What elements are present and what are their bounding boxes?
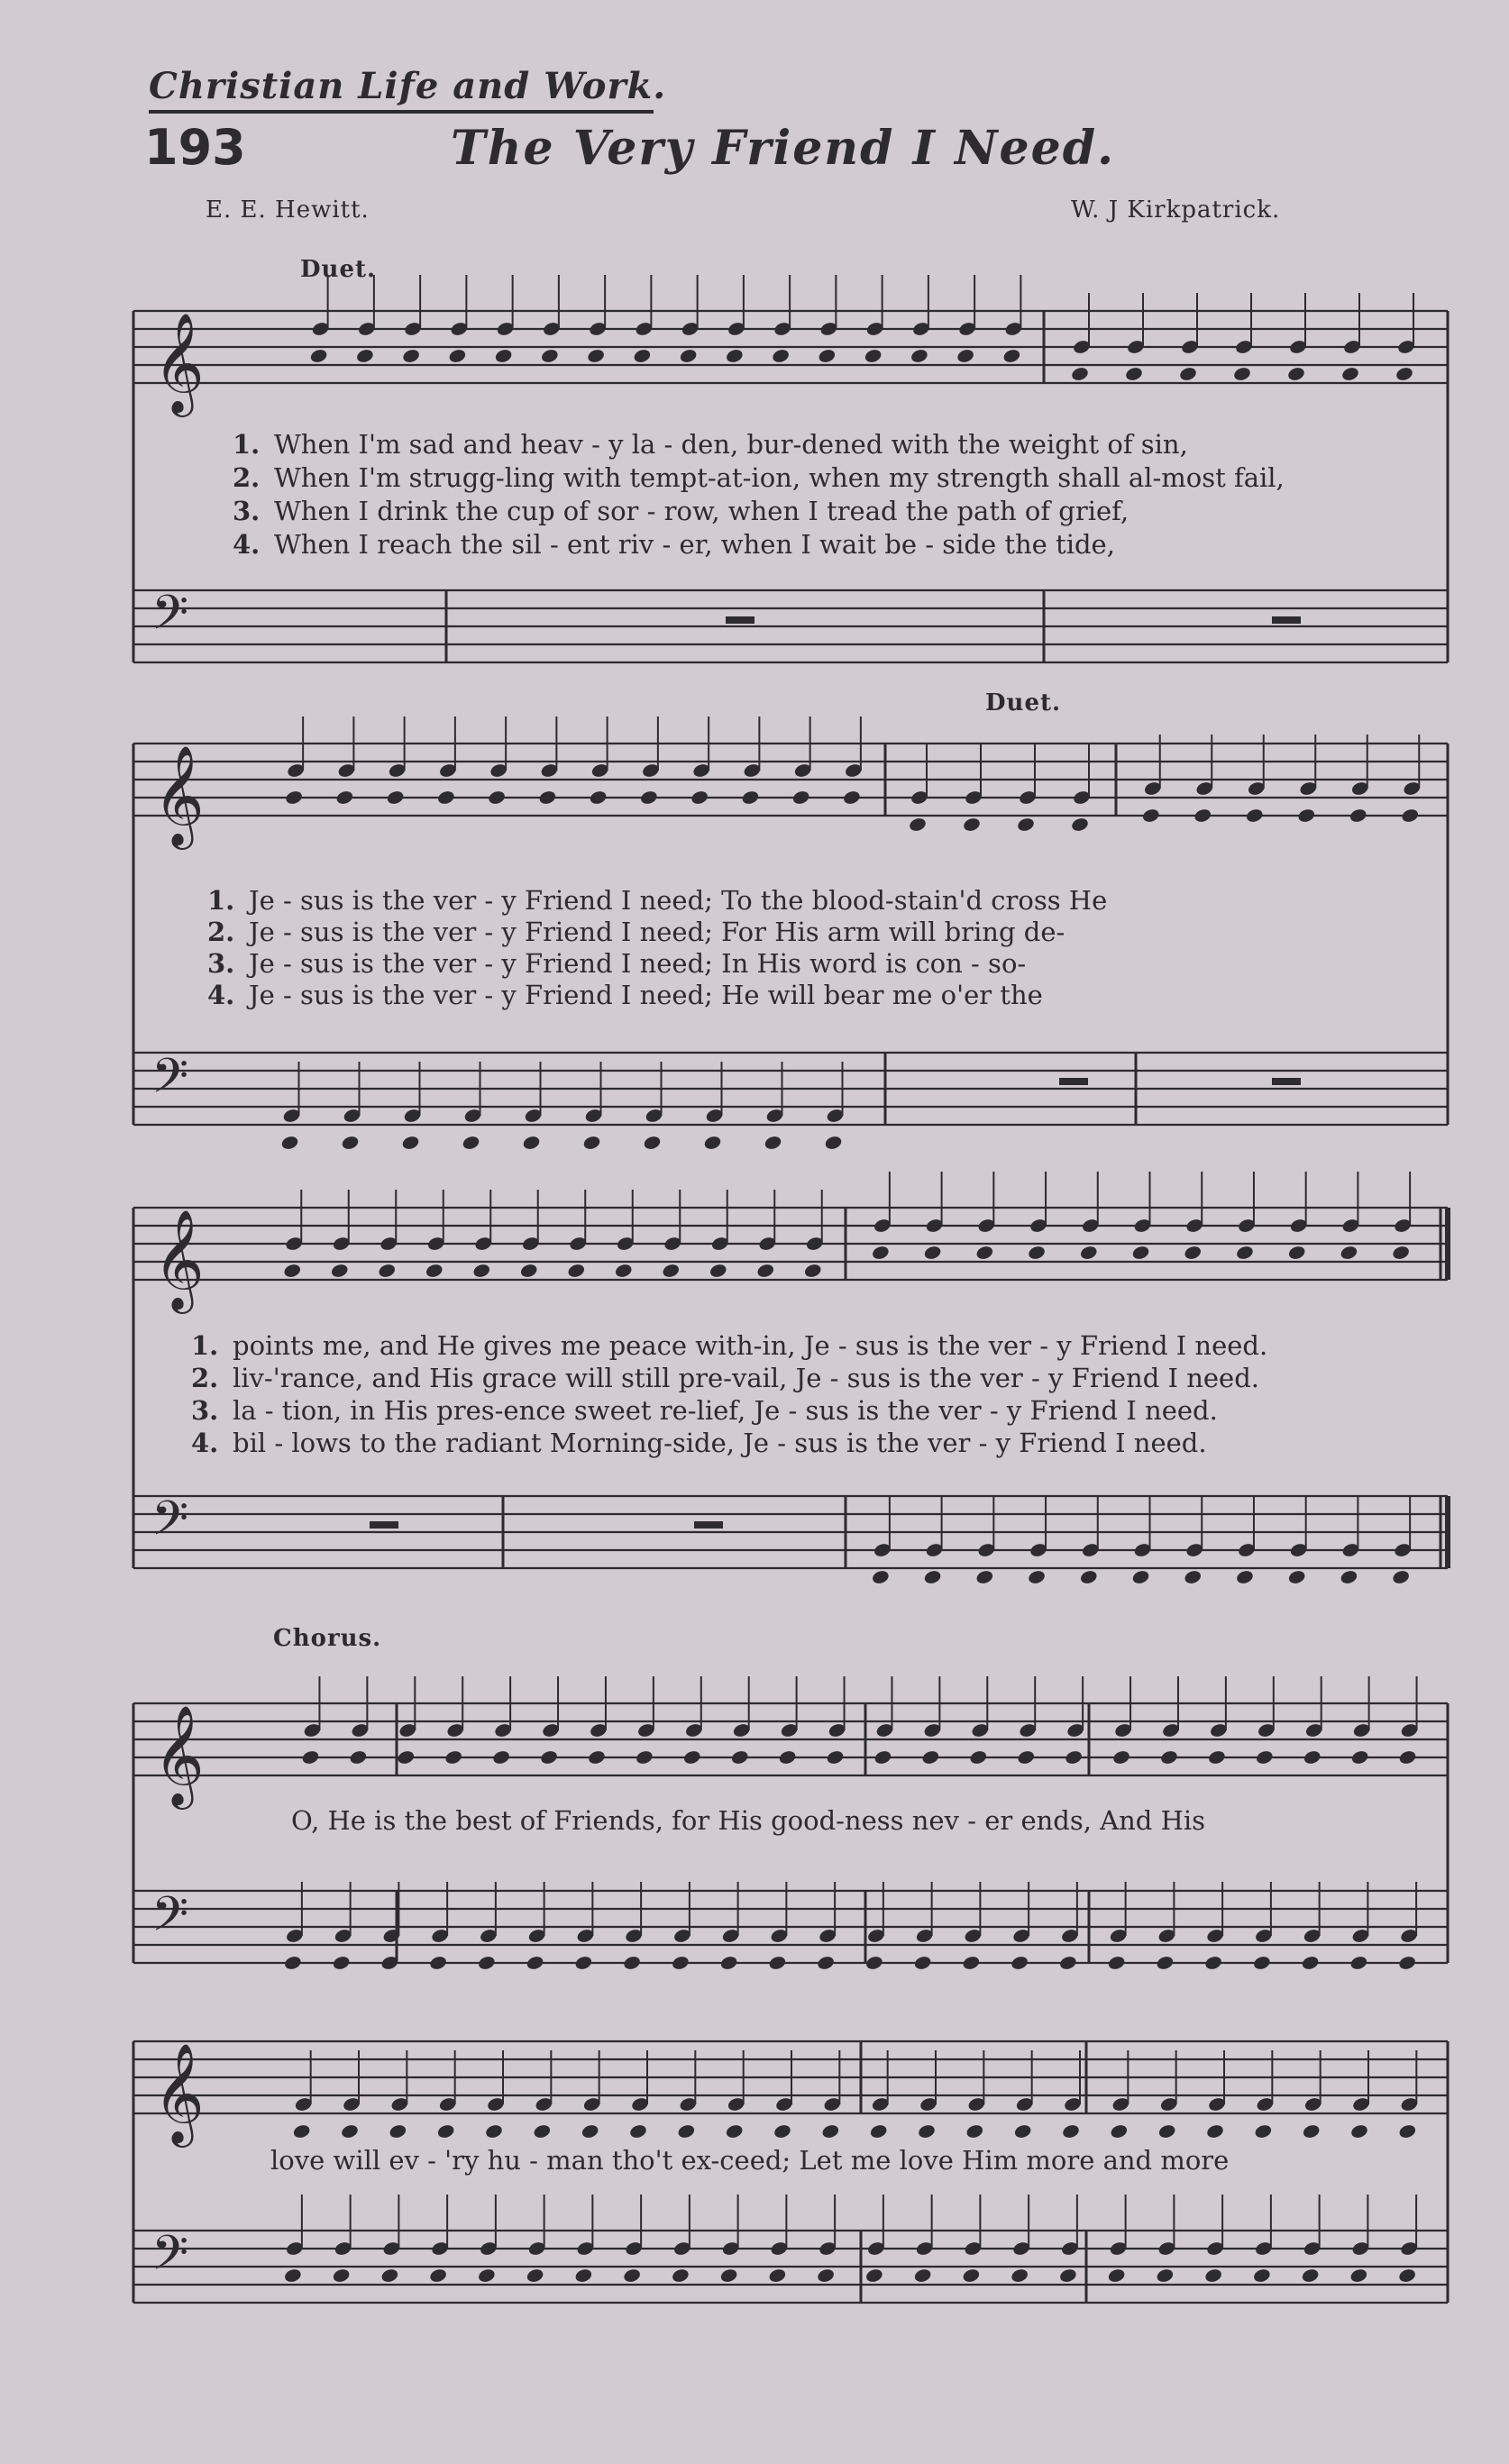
- note-head: [1193, 808, 1212, 824]
- note-head: [962, 2268, 981, 2284]
- verse-line: [233, 429, 1188, 460]
- note-head: [975, 1245, 994, 1261]
- note-head: [538, 789, 557, 806]
- note-head: [1397, 2268, 1416, 2284]
- note-head: [1232, 366, 1251, 382]
- verse-line: [207, 980, 1043, 1010]
- whole-rest: [370, 1521, 398, 1529]
- note-head: [436, 2123, 455, 2140]
- verse-line: [207, 917, 1065, 947]
- note-head: [484, 2123, 503, 2140]
- note-head: [582, 1135, 601, 1151]
- note-head: [1245, 808, 1264, 824]
- note-head: [908, 817, 927, 833]
- note-head: [378, 1263, 397, 1279]
- verse-line: [191, 1395, 1218, 1426]
- verse-number: 2.: [191, 1363, 219, 1393]
- note-head: [1349, 2268, 1368, 2284]
- note-head: [1159, 1749, 1178, 1766]
- note-head: [386, 789, 405, 806]
- note-head: [826, 1749, 845, 1766]
- note-head: [1178, 366, 1197, 382]
- note-head: [690, 789, 709, 806]
- note-head: [428, 1955, 447, 1971]
- verse-number: 2.: [207, 917, 235, 947]
- note-head: [1252, 2268, 1271, 2284]
- lyric-text: Je - sus is the ver - y Friend I need; In His word is con - so-: [249, 948, 1027, 979]
- note-head: [816, 2268, 835, 2284]
- whole-rest: [1272, 1078, 1301, 1085]
- lyric-text: Je - sus is the ver - y Friend I need; To the blood-stain'd cross He: [249, 885, 1108, 916]
- note-head: [741, 789, 760, 806]
- note-head: [1203, 1955, 1222, 1971]
- note-head: [1340, 366, 1359, 382]
- whole-rest: [726, 616, 754, 624]
- note-head: [1205, 2123, 1224, 2140]
- lyric-text: When I drink the cup of sor - row, when I tread the path of grief,: [274, 496, 1129, 526]
- note-head: [1302, 2123, 1321, 2140]
- note-head: [280, 1135, 299, 1151]
- verse-line: [191, 1363, 1259, 1393]
- note-head: [332, 1955, 351, 1971]
- note-head: [1235, 1569, 1254, 1585]
- note-head: [1255, 1749, 1274, 1766]
- note-head: [662, 1263, 681, 1279]
- note-head: [522, 1135, 541, 1151]
- note-head: [462, 1135, 480, 1151]
- note-head: [910, 348, 928, 364]
- hymn-title: The Very Friend I Need.: [451, 121, 1116, 176]
- verse-line: [233, 462, 1285, 493]
- verse-line: [191, 1428, 1207, 1458]
- note-head: [923, 1569, 942, 1585]
- note-head: [643, 1135, 662, 1151]
- note-head: [301, 1749, 320, 1766]
- note-head: [519, 1263, 538, 1279]
- verse-number: 1.: [233, 429, 261, 460]
- note-head: [821, 2123, 840, 2140]
- note-head: [444, 1749, 463, 1766]
- note-head: [1058, 2268, 1077, 2284]
- note-head: [1287, 1245, 1306, 1261]
- section-heading: Christian Life and Work.: [149, 65, 667, 107]
- note-head: [1070, 817, 1089, 833]
- note-head: [1013, 2123, 1032, 2140]
- note-head: [671, 1955, 690, 1971]
- note-head: [975, 1569, 994, 1585]
- note-head: [1156, 1955, 1175, 1971]
- note-head: [1401, 808, 1420, 824]
- note-head: [679, 348, 698, 364]
- note-head: [816, 1955, 835, 1971]
- note-head: [962, 817, 981, 833]
- note-head: [1349, 1955, 1368, 1971]
- note-head: [1157, 2123, 1176, 2140]
- treble-clef: 𝄞: [153, 312, 205, 413]
- note-head: [1010, 2268, 1029, 2284]
- chorus-marking: Chorus.: [273, 1625, 382, 1652]
- note-head: [1141, 808, 1160, 824]
- verse-number: 1.: [207, 885, 235, 916]
- note-head: [526, 2268, 544, 2284]
- verse-number: 1.: [191, 1330, 219, 1361]
- verse-number: 3.: [233, 496, 261, 526]
- note-head: [756, 1263, 775, 1279]
- whole-rest: [1272, 616, 1301, 624]
- note-head: [1061, 2123, 1080, 2140]
- note-head: [1027, 1569, 1046, 1585]
- note-head: [818, 348, 837, 364]
- note-head: [428, 2268, 447, 2284]
- note-head: [1349, 2123, 1368, 2140]
- note-head: [1395, 366, 1413, 382]
- note-head: [586, 348, 605, 364]
- note-head: [355, 348, 374, 364]
- note-head: [1017, 1749, 1036, 1766]
- note-head: [1058, 1955, 1077, 1971]
- note-head: [533, 2123, 552, 2140]
- note-head: [574, 2268, 593, 2284]
- lyricist-credit: E. E. Hewitt.: [206, 196, 370, 224]
- note-head: [397, 1749, 416, 1766]
- note-head: [389, 2123, 407, 2140]
- bass-clef: 𝄢: [151, 1492, 189, 1558]
- note-head: [1340, 1569, 1358, 1585]
- lyric-text: bil - lows to the radiant Morning-side, Je - sus is the ver - y Friend I need.: [233, 1428, 1207, 1458]
- note-head: [1131, 1569, 1150, 1585]
- note-head: [871, 1245, 890, 1261]
- note-head: [283, 1263, 302, 1279]
- note-head: [284, 789, 303, 806]
- note-head: [719, 1955, 738, 1971]
- note-head: [1107, 2268, 1126, 2284]
- verse-number: 3.: [191, 1395, 219, 1426]
- note-head: [956, 348, 974, 364]
- note-head: [768, 2268, 787, 2284]
- note-head: [1397, 1955, 1416, 1971]
- note-head: [487, 789, 506, 806]
- verse-line: [233, 496, 1129, 526]
- treble-clef: 𝄞: [153, 1209, 205, 1310]
- treble-clef: 𝄞: [153, 2042, 205, 2143]
- note-head: [1070, 366, 1089, 382]
- note-head: [494, 348, 513, 364]
- note-head: [1340, 1245, 1358, 1261]
- bass-clef: 𝄢: [151, 586, 189, 653]
- composer-credit: W. J Kirkpatrick.: [1071, 196, 1281, 224]
- lyric-text: When I'm sad and heav - y la - den, bur-dened with the weight of sin,: [274, 429, 1188, 460]
- note-head: [873, 1749, 892, 1766]
- note-head: [1203, 2268, 1222, 2284]
- note-head: [589, 789, 608, 806]
- note-head: [1286, 366, 1305, 382]
- section-rule: [149, 110, 654, 114]
- note-head: [436, 789, 455, 806]
- note-head: [1156, 2268, 1175, 2284]
- treble-clef: 𝄞: [153, 1704, 205, 1805]
- note-head: [401, 1135, 420, 1151]
- note-head: [448, 348, 467, 364]
- note-head: [1391, 1569, 1410, 1585]
- note-head: [771, 348, 790, 364]
- note-head: [1107, 1955, 1126, 1971]
- note-head: [677, 2123, 696, 2140]
- bass-clef: 𝄢: [151, 1887, 189, 1954]
- note-head: [581, 2123, 599, 2140]
- note-head: [913, 1955, 932, 1971]
- note-head: [539, 1749, 558, 1766]
- lyric-text: O, He is the best of Friends, for His good-ness nev - er ends, And His: [291, 1805, 1206, 1836]
- note-head: [587, 1749, 606, 1766]
- note-head: [921, 1749, 940, 1766]
- note-head: [491, 1749, 510, 1766]
- note-head: [340, 2123, 359, 2140]
- note-head: [1287, 1569, 1306, 1585]
- note-head: [540, 348, 559, 364]
- note-head: [1124, 366, 1143, 382]
- note-head: [725, 2123, 744, 2140]
- note-head: [283, 2268, 302, 2284]
- note-head: [477, 2268, 496, 2284]
- note-head: [1079, 1569, 1098, 1585]
- note-head: [633, 348, 652, 364]
- note-head: [719, 2268, 738, 2284]
- chorus-lyric-line: [270, 2145, 1229, 2176]
- note-head: [725, 348, 744, 364]
- note-head: [913, 2268, 932, 2284]
- note-head: [1064, 1749, 1083, 1766]
- verse-line: [191, 1330, 1267, 1361]
- note-head: [283, 1955, 302, 1971]
- duet-marking-1: Duet.: [300, 256, 377, 283]
- verse-number: 3.: [207, 948, 235, 979]
- hymn-number: 193: [144, 119, 246, 176]
- lyric-text: When I'm strugg-ling with tempt-at-ion, when my strength shall al-most fail,: [274, 462, 1285, 493]
- note-head: [1010, 1955, 1029, 1971]
- note-head: [969, 1749, 988, 1766]
- note-head: [622, 1955, 641, 1971]
- note-head: [871, 1569, 890, 1585]
- note-head: [380, 2268, 399, 2284]
- note-head: [864, 1955, 883, 1971]
- note-head: [1002, 348, 1021, 364]
- note-head: [1111, 1749, 1130, 1766]
- note-head: [472, 1263, 491, 1279]
- note-head: [703, 1135, 722, 1151]
- note-head: [778, 1749, 797, 1766]
- verse-number: 4.: [233, 529, 261, 560]
- note-head: [1303, 1749, 1322, 1766]
- note-head: [332, 2268, 351, 2284]
- lyric-text: points me, and He gives me peace with-in, Je - sus is the ver - y Friend I need.: [233, 1330, 1268, 1361]
- note-head: [842, 789, 861, 806]
- note-head: [869, 2123, 888, 2140]
- note-head: [477, 1955, 496, 1971]
- note-head: [764, 1135, 782, 1151]
- note-head: [773, 2123, 791, 2140]
- duet-marking-2: Duet.: [985, 689, 1062, 716]
- note-head: [309, 348, 328, 364]
- lyric-text: love will ev - 'ry hu - man tho't ex-ceed; Let me love Him more and more: [270, 2145, 1230, 2176]
- note-head: [628, 2123, 647, 2140]
- chorus-lyric-line: [291, 1805, 1205, 1836]
- verse-number: 4.: [207, 980, 235, 1010]
- note-head: [1349, 808, 1367, 824]
- note-head: [768, 1955, 787, 1971]
- note-head: [614, 1263, 633, 1279]
- whole-rest: [694, 1521, 723, 1529]
- note-head: [1110, 2123, 1129, 2140]
- note-head: [567, 1263, 586, 1279]
- lyric-text: la - tion, in His pres-ence sweet re-lief, Je - sus is the ver - y Friend I need.: [233, 1395, 1218, 1426]
- note-head: [639, 789, 658, 806]
- note-head: [425, 1263, 444, 1279]
- treble-clef: 𝄞: [153, 744, 205, 845]
- lyric-text: Je - sus is the ver - y Friend I need; He will bear me o'er the: [249, 980, 1043, 1010]
- note-head: [1350, 1749, 1369, 1766]
- note-head: [1254, 2123, 1273, 2140]
- note-head: [1027, 1245, 1046, 1261]
- note-head: [917, 2123, 936, 2140]
- note-head: [864, 348, 883, 364]
- note-head: [671, 2268, 690, 2284]
- note-head: [574, 1955, 593, 1971]
- note-head: [1079, 1245, 1098, 1261]
- note-head: [1184, 1569, 1203, 1585]
- verse-line: [233, 529, 1115, 560]
- note-head: [1398, 1749, 1417, 1766]
- note-head: [730, 1749, 749, 1766]
- verse-number: 4.: [191, 1428, 219, 1458]
- lyric-text: liv-'rance, and His grace will still pre-vail, Je - sus is the ver - y Friend I need.: [233, 1363, 1259, 1393]
- note-head: [864, 2268, 883, 2284]
- note-head: [622, 2268, 641, 2284]
- verse-number: 2.: [233, 462, 261, 493]
- note-head: [292, 2123, 311, 2140]
- note-head: [335, 789, 354, 806]
- note-head: [923, 1245, 942, 1261]
- note-head: [791, 789, 810, 806]
- note-head: [1398, 2123, 1417, 2140]
- note-head: [635, 1749, 654, 1766]
- note-head: [1235, 1245, 1254, 1261]
- note-head: [526, 1955, 544, 1971]
- note-head: [1301, 1955, 1320, 1971]
- note-head: [330, 1263, 349, 1279]
- note-head: [824, 1135, 843, 1151]
- verse-line: [207, 948, 1026, 979]
- note-head: [349, 1749, 368, 1766]
- note-head: [682, 1749, 701, 1766]
- bass-clef: 𝄢: [151, 2226, 189, 2293]
- note-head: [709, 1263, 727, 1279]
- note-head: [1207, 1749, 1226, 1766]
- lyric-text: Je - sus is the ver - y Friend I need; For His arm will bring de-: [249, 917, 1065, 947]
- note-head: [1184, 1245, 1203, 1261]
- note-head: [1252, 1955, 1271, 1971]
- note-head: [965, 2123, 984, 2140]
- note-head: [401, 348, 420, 364]
- note-head: [1391, 1245, 1410, 1261]
- lyric-text: When I reach the sil - ent riv - er, when I wait be - side the tide,: [274, 529, 1115, 560]
- note-head: [1297, 808, 1316, 824]
- note-head: [1016, 817, 1035, 833]
- note-head: [803, 1263, 822, 1279]
- bass-clef: 𝄢: [151, 1049, 189, 1116]
- note-head: [1301, 2268, 1320, 2284]
- whole-rest: [1059, 1078, 1088, 1085]
- note-head: [341, 1135, 360, 1151]
- verse-line: [207, 885, 1107, 916]
- note-head: [962, 1955, 981, 1971]
- note-head: [1131, 1245, 1150, 1261]
